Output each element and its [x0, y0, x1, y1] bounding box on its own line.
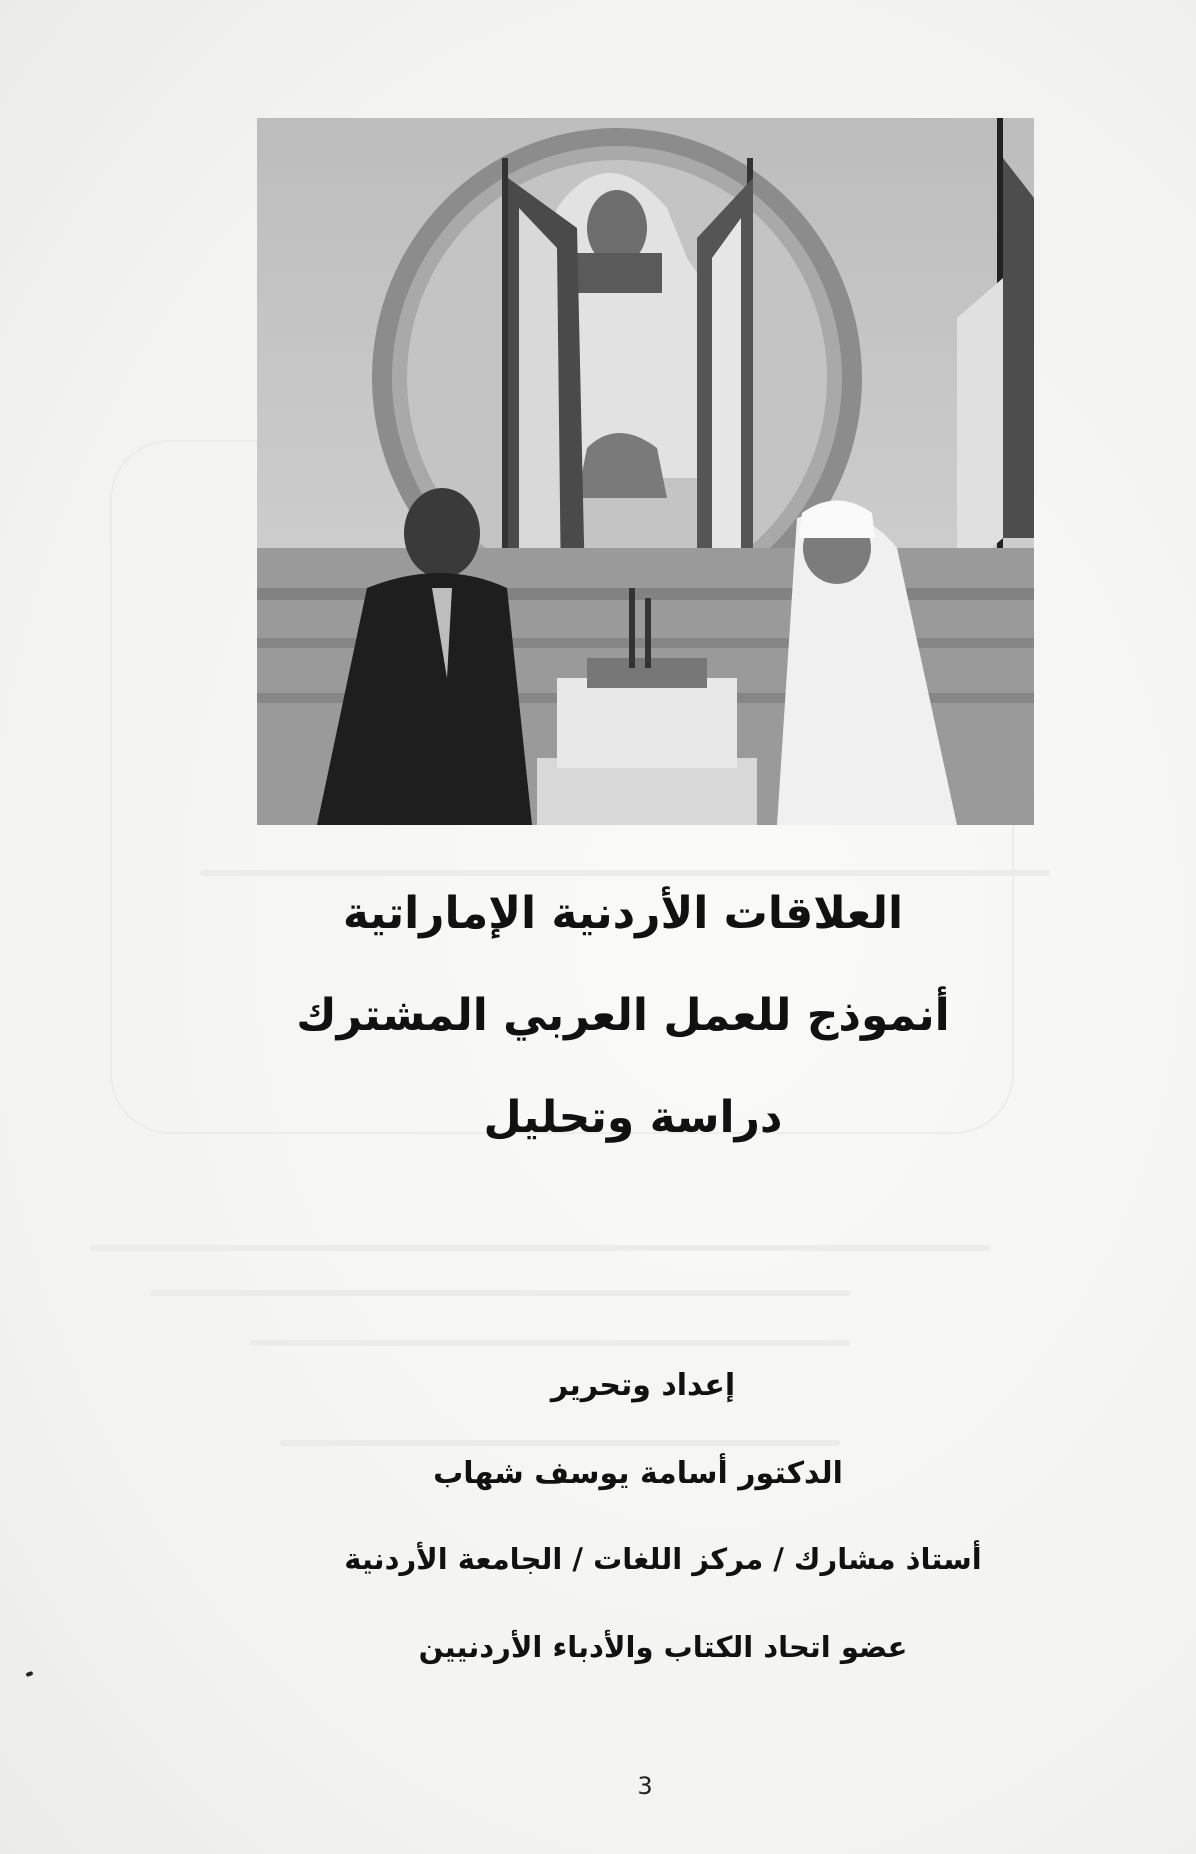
show-through-line	[150, 1290, 850, 1296]
author-name: الدكتور أسامة يوسف شهاب	[433, 1456, 843, 1491]
cover-photo-icon	[257, 118, 1034, 825]
scan-speck	[26, 1671, 34, 1677]
author-membership: عضو اتحاد الكتاب والأدباء الأردنيين	[418, 1630, 908, 1664]
show-through-line	[200, 870, 1050, 876]
author-affiliation: أستاذ مشارك / مركز اللغات / الجامعة الأردنية	[344, 1542, 982, 1576]
prepared-label: إعداد وتحرير	[550, 1368, 736, 1403]
title-line-3: دراسة وتحليل	[483, 1092, 783, 1143]
page-number: 3	[637, 1772, 653, 1800]
show-through-line	[90, 1245, 990, 1251]
show-through-line	[250, 1340, 850, 1346]
title-line-2: أنموذج للعمل العربي المشترك	[296, 990, 950, 1041]
show-through-line	[280, 1440, 840, 1446]
title-line-1: العلاقات الأردنية الإماراتية	[342, 888, 904, 939]
cover-photo	[257, 118, 1034, 825]
